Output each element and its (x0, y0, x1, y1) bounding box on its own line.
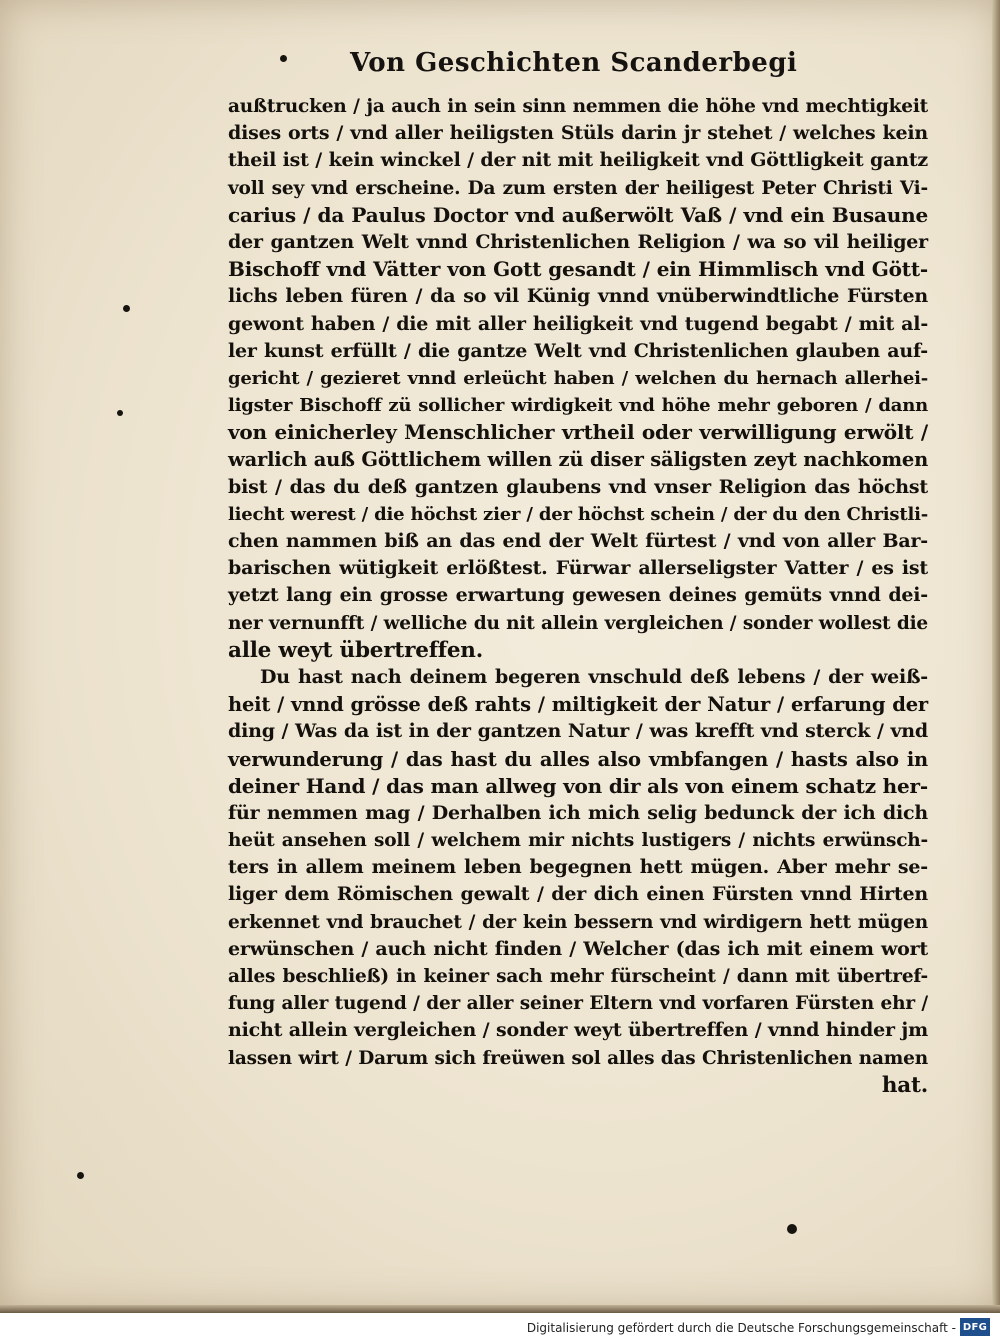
text-line: hat. (881, 1072, 928, 1098)
page-edge-bottom (0, 1305, 1000, 1313)
text-line: lassen wirt / Darum sich freüwen sol alles das Christenlichen namen (228, 1047, 928, 1069)
text-line: verwunderung / das hast du alles also vmbfangen / hasts also in (228, 747, 928, 771)
text-line: von einicherley Menschlicher vrtheil oder verwilligung erwölt / (228, 420, 928, 445)
running-head: Von Geschichten Scanderbegi (350, 48, 798, 78)
text-line: heüt ansehen soll / welchem mir nichts lustigers / nichts erwünsch- (228, 830, 928, 852)
text-line: liger dem Römischen gewalt / der dich einen Fürsten vnnd Hirten (228, 883, 928, 906)
ink-dot (123, 305, 130, 312)
ink-dot (77, 1172, 84, 1179)
text-line: liecht werest / die höchst zier / der höchst schein / der du den Christli- (228, 503, 928, 525)
text-line: carius / da Paulus Doctor vnd außerwölt Vaß / vnd ein Busaune (228, 202, 928, 227)
text-line: bist / das du deß gantzen glaubens vnd vnser Religion das höchst (228, 475, 928, 498)
ink-dot (787, 1224, 797, 1234)
text-line: für nemmen mag / Derhalben ich mich selig bedunck der ich dich (228, 801, 928, 824)
funding-credit: Digitalisierung gefördert durch die Deutsche Forschungsgemeinschaft - (526, 1321, 956, 1335)
text-line: lichs leben füren / da so vil Künig vnnd vnüberwindtliche Fürsten (228, 285, 928, 308)
text-line: ner vernunfft / welliche du nit allein vergleichen / sonder wollest die (228, 612, 928, 634)
text-line: der gantzen Welt vnnd Christenlichen Religion / wa so vil heiliger (228, 230, 928, 253)
text-line: alle weyt übertreffen. (228, 637, 484, 663)
text-line: theil ist / kein winckel / der nit mit heiligkeit vnd Göttligkeit gantz (228, 149, 928, 172)
text-line: yetzt lang ein grosse erwartung gewesen deines gemüts vnnd dei- (228, 584, 928, 607)
text-line: außtrucken / ja auch in sein sinn nemmen die höhe vnd mechtigkeit (228, 96, 928, 117)
text-line: Bischoff vnd Vätter von Gott gesandt / ein Himmlisch vnd Gött- (228, 257, 928, 282)
text-line: ding / Was da ist in der gantzen Natur / was krefft vnd sterck / vnd (228, 720, 928, 743)
text-line: gericht / gezieret vnnd erleücht haben / welchen du hernach allerhei- (228, 367, 928, 389)
text-line: voll sey vnd erscheine. Da zum ersten der heiligest Peter Christi Vi- (228, 177, 928, 199)
text-line: erwünschen / auch nicht finden / Welcher (das ich mit einem wort (228, 937, 928, 960)
ink-dot (117, 410, 123, 416)
page-edge-right (992, 0, 1000, 1311)
text-line: deiner Hand / das man allweg von dir als von einem schatz her- (228, 773, 928, 798)
text-line: dises orts / vnd aller heiligsten Stüls darin jr stehet / welches kein (228, 122, 928, 145)
text-line: ler kunst erfüllt / die gantze Welt vnd Christenlichen glauben auf- (228, 339, 928, 362)
text-line: erkennet vnd brauchet / der kein bessern vnd wirdigern hett mügen (228, 911, 928, 933)
text-line: heit / vnnd grösse deß rahts / miltigkeit der Natur / erfarung der (228, 693, 928, 717)
text-line: nicht allein vergleichen / sonder weyt übertreffen / vnnd hinder jm (228, 1019, 928, 1042)
text-line: gewont haben / die mit aller heiligkeit vnd tugend begabt / mit al- (228, 312, 928, 335)
text-line: fung aller tugend / der aller seiner Eltern vnd vorfaren Fürsten ehr / (228, 993, 928, 1015)
text-line: warlich auß Göttlichem willen zü diser säligsten zeyt nachkomen (228, 448, 929, 472)
text-line: ters in allem meinem leben begegnen hett mügen. Aber mehr se- (228, 856, 928, 879)
text-line: Du hast nach deinem begeren vnschuld deß lebens / der weiß- (260, 665, 928, 688)
body-text (228, 93, 928, 1099)
text-line: ligster Bischoff zü sollicher wirdigkeit vnd höhe mehr geboren / dann (228, 395, 928, 417)
text-line: alles beschließ) in keiner sach mehr fürscheint / dann mit übertref- (228, 966, 928, 987)
ink-dot (280, 55, 287, 62)
dfg-logo: DFG (960, 1318, 990, 1336)
text-line: barischen wütigkeit erlößtest. Fürwar allerseligster Vatter / es ist (228, 557, 928, 580)
text-line: chen nammen biß an das end der Welt fürtest / vnd von aller Bar- (228, 530, 928, 552)
